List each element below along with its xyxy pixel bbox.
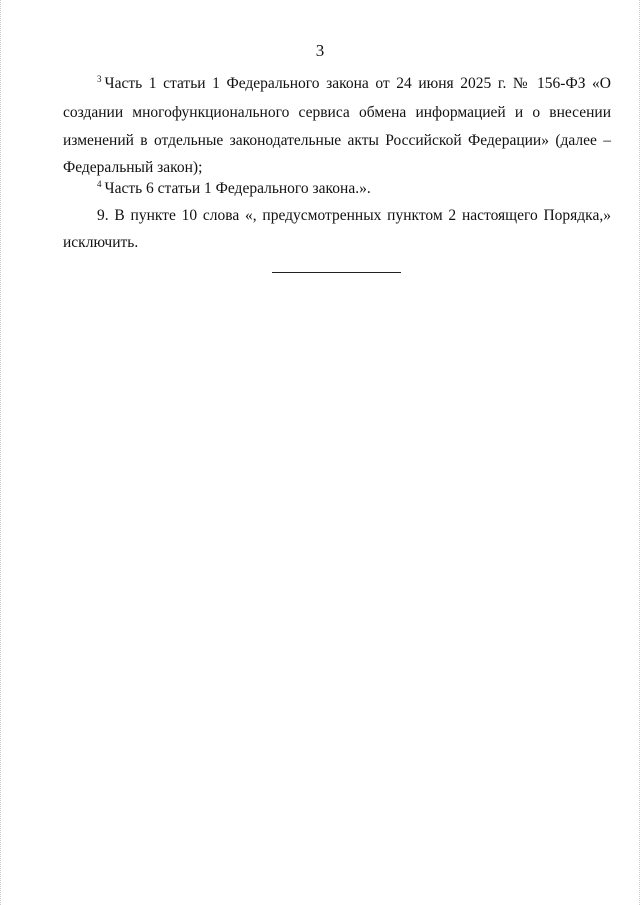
footnote-3-paragraph — [63, 70, 611, 182]
closing-rule — [272, 272, 401, 273]
scan-edge-left — [0, 0, 3, 905]
footnote-4 — [63, 175, 611, 204]
item-9 — [63, 202, 611, 257]
footnote-3-mark: 3 — [97, 74, 102, 84]
footnote-4-paragraph — [63, 175, 611, 204]
footnote-4-text: Часть 6 статьи 1 Федерального закона.». — [104, 180, 371, 197]
footnote-3-text: Часть 1 статьи 1 Федерального закона от 24 июня 2025 г. № 156-ФЗ «О создании многофункционального сервиса обмена информацией и о внесении изменений в отдельные законодательные акты Российской Федерации» (далее – Федеральный закон); — [63, 75, 611, 177]
item-9-paragraph: 9. В пункте 10 слова «, предусмотренных пунктом 2 настоящего Порядка,» исключить. — [63, 207, 611, 252]
page-number: 3 — [315, 41, 325, 60]
footnote-3 — [63, 70, 611, 182]
footnote-4-mark: 4 — [97, 179, 102, 189]
